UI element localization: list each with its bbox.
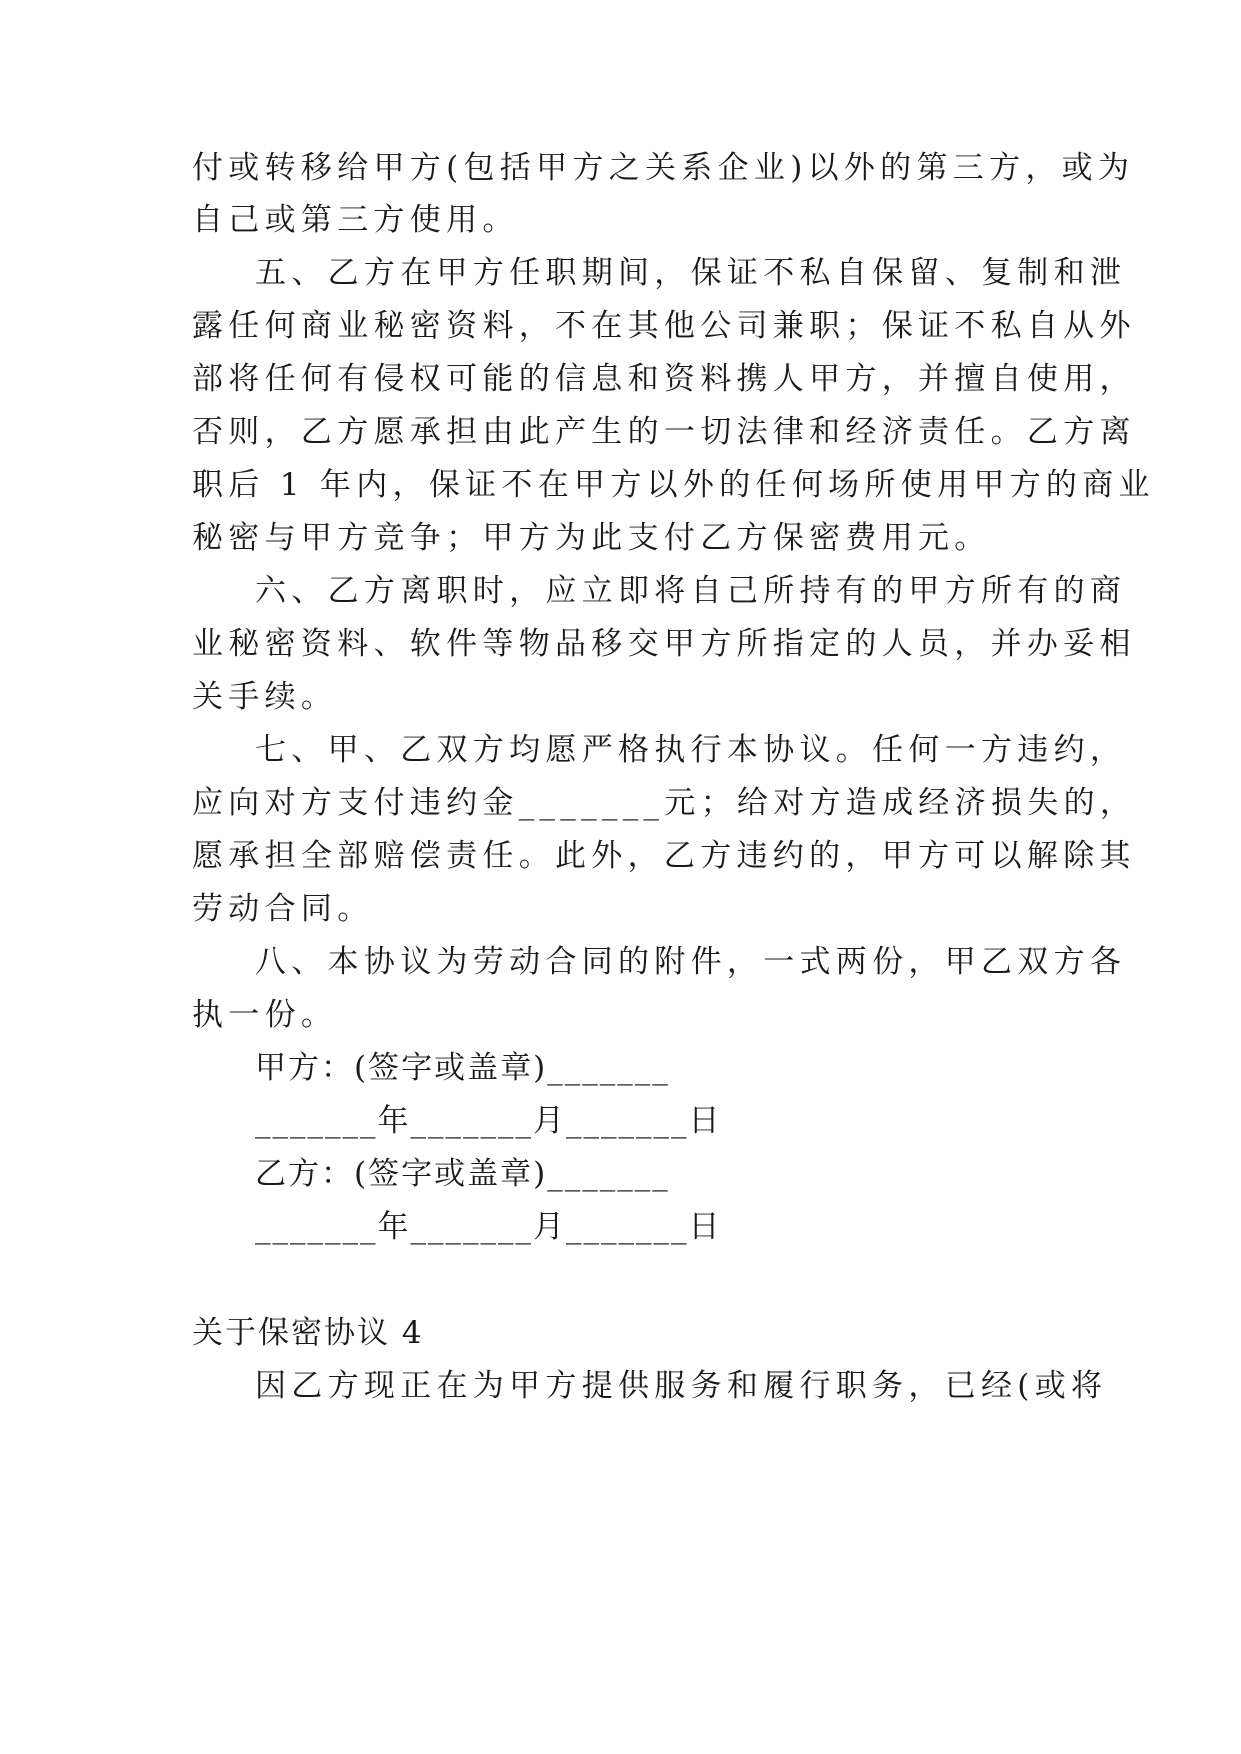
party-b-signature-line: 乙方：(签字或盖章)_______: [255, 1156, 670, 1192]
paragraph-line: 自己或第三方使用。: [192, 202, 519, 238]
paragraph-line: 关手续。: [192, 679, 338, 715]
paragraph-line: 秘密与甲方竞争；甲方为此支付乙方保密费用元。: [192, 520, 991, 556]
paragraph-line: 劳动合同。: [192, 891, 374, 927]
paragraph-line: 应向对方支付违约金_______元；给对方造成经济损失的，: [192, 785, 1137, 821]
clause-eight-line: 八、本协议为劳动合同的附件，一式两份，甲乙双方各: [255, 944, 1127, 980]
party-a-signature-line: 甲方：(签字或盖章)_______: [255, 1050, 670, 1086]
party-b-date-line: _______年_______月_______日: [255, 1209, 722, 1245]
clause-five-line: 五、乙方在甲方任职期间，保证不私自保留、复制和泄: [255, 255, 1127, 291]
section-heading: 关于保密协议 4: [192, 1315, 424, 1351]
paragraph-line: 否则，乙方愿承担由此产生的一切法律和经济责任。乙方离: [192, 414, 1136, 450]
paragraph-line: 职后 1 年内，保证不在甲方以外的任何场所使用甲方的商业: [192, 467, 1155, 503]
paragraph-line: 执一份。: [192, 997, 338, 1033]
paragraph-line: 愿承担全部赔偿责任。此外，乙方违约的，甲方可以解除其: [192, 838, 1136, 874]
clause-seven-line: 七、甲、乙双方均愿严格执行本协议。任何一方违约，: [255, 732, 1127, 768]
paragraph-line: 付或转移给甲方(包括甲方之关系企业)以外的第三方，或为: [192, 150, 1135, 186]
paragraph-line: 业秘密资料、软件等物品移交甲方所指定的人员，并办妥相: [192, 626, 1136, 662]
party-a-date-line: _______年_______月_______日: [255, 1103, 722, 1139]
paragraph-line: 部将任何有侵权可能的信息和资料携人甲方，并擅自使用，: [192, 361, 1136, 397]
paragraph-line: 露任何商业秘密资料，不在其他公司兼职；保证不私自从外: [192, 308, 1136, 344]
clause-six-line: 六、乙方离职时，应立即将自己所持有的甲方所有的商: [255, 573, 1127, 609]
paragraph-line: 因乙方现正在为甲方提供服务和履行职务，已经(或将: [255, 1368, 1108, 1404]
